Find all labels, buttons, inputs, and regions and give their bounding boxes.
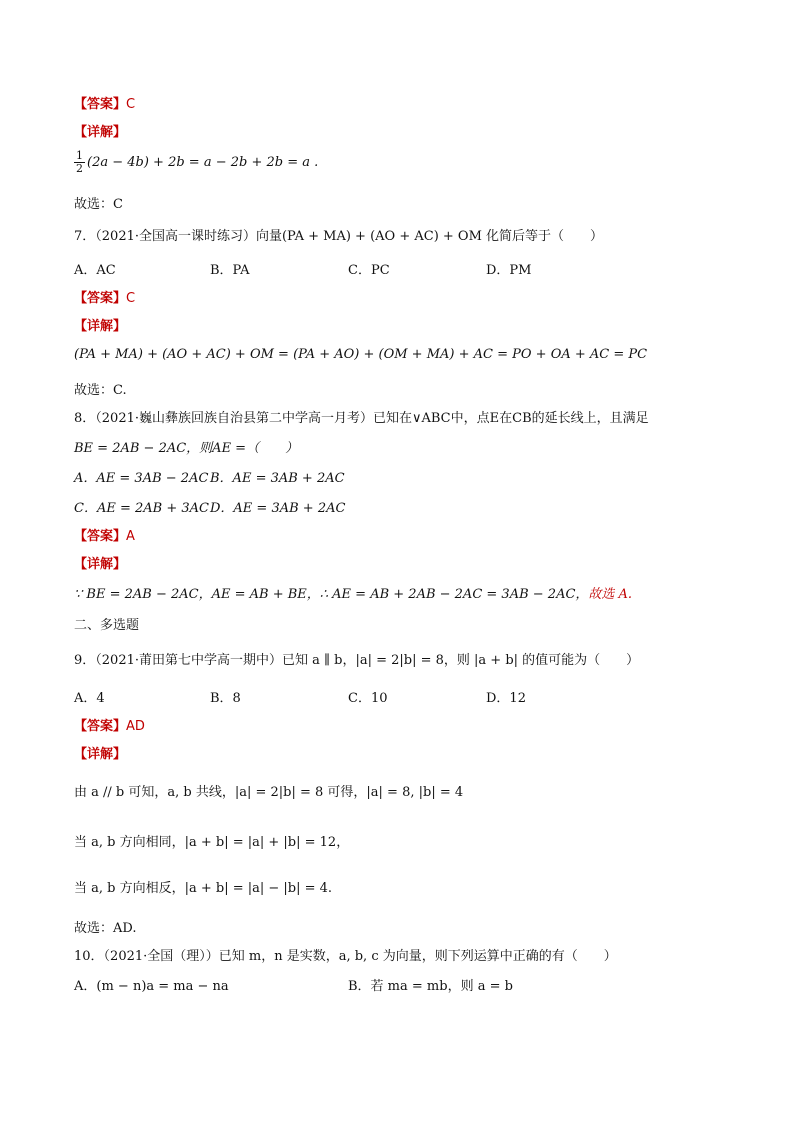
q8-option-c: C．AE = 2AB + 3AC (74, 501, 209, 516)
answer-value: C (126, 97, 136, 112)
conclusion-inline: 故选 A. (588, 587, 633, 602)
q9-option-a: A．4 (74, 691, 105, 706)
detail-label: 【详解】 (74, 319, 127, 334)
solution-equation: ∵ BE = 2AB − 2AC，AE = AB + BE，∴ AE = AB + 2AB − 2AC = 3AB − 2AC，故选 A. (74, 587, 633, 602)
solution-step-2: 当 a, b 方向相同，|a + b| = |a| + |b| = 12， (74, 835, 350, 850)
solution-step-3: 当 a, b 方向相反，|a + b| = |a| − |b| = 4. (74, 881, 333, 896)
question-8-condition: BE = 2AB − 2AC，则AE =（ ） (74, 441, 299, 456)
conclusion: 故选：AD. (74, 921, 137, 936)
question-10-stem: 10．（2021·全国（理））已知 m，n 是实数，a, b, c 为向量，则下列运算中正确的有（ ） (74, 949, 617, 964)
solution-equation: (PA + MA) + (AO + AC) + OM = (PA + AO) + (OM + MA) + AC = PO + OA + AC = PC (74, 347, 648, 362)
section-heading: 二、多选题 (74, 618, 140, 633)
detail-label: 【详解】 (74, 557, 127, 572)
q7-option-d: D．PM (486, 263, 532, 278)
q8-option-a: A．AE = 3AB − 2AC (74, 471, 209, 486)
answer-label: 【答案】A (74, 529, 135, 544)
answer-tag: 【答案】 (74, 97, 127, 112)
fraction-half: $\frac{1}{2}$ (76, 149, 83, 175)
answer-label: 【答案】AD (74, 719, 145, 734)
q7-option-c: C．PC (348, 263, 390, 278)
solution-equation (74, 150, 318, 175)
equation-text: (2a − 4b) + 2b = a − 2b + 2b = a . (87, 155, 319, 170)
question-8-stem: 8．（2021·巍山彝族回族自治县第二中学高一月考）已知在∨ABC中，点E在CB的延长线上，且满足 (74, 411, 649, 426)
answer-label (74, 96, 135, 114)
solution-step-1: 由 a // b 可知，a, b 共线，|a| = 2|b| = 8 可得，|a| = 8, |b| = 4 (74, 785, 464, 800)
q8-option-b: B．AE = 3AB + 2AC (210, 471, 345, 486)
answer-label: 【答案】C (74, 291, 136, 306)
q7-option-a: A．AC (74, 263, 116, 278)
conclusion: 故选：C. (74, 383, 127, 398)
q10-option-a: A．(m − n)a = ma − na (74, 979, 229, 994)
q9-option-c: C．10 (348, 691, 388, 706)
detail-label: 【详解】 (74, 125, 127, 140)
q7-option-b: B．PA (210, 263, 250, 278)
q8-option-d: D．AE = 3AB + 2AC (210, 501, 346, 516)
conclusion: 故选：C (74, 197, 123, 212)
question-9-stem: 9．（2021·莆田第七中学高一期中）已知 a ∥ b，|a| = 2|b| = 8，则 |a + b| 的值可能为（ ） (74, 653, 640, 668)
q9-option-d: D．12 (486, 691, 526, 706)
q10-option-b: B．若 ma = mb，则 a = b (348, 979, 513, 994)
q9-option-b: B．8 (210, 691, 241, 706)
question-7-stem: 7．（2021·全国高一课时练习）向量(PA + MA) + (AO + AC) + OM 化简后等于（ ） (74, 229, 604, 244)
detail-label: 【详解】 (74, 747, 127, 762)
